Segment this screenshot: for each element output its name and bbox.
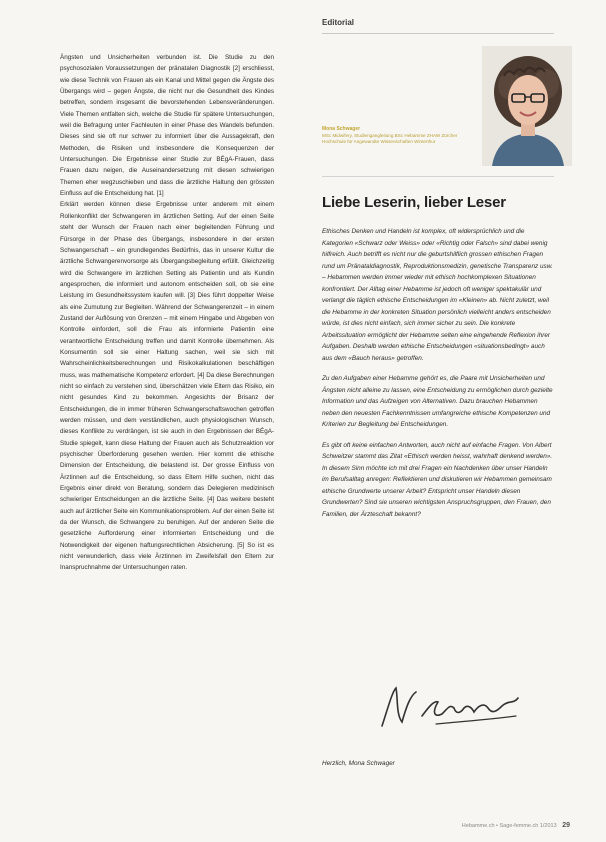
- top-divider: [322, 33, 554, 34]
- left-paragraph-1: Ängsten und Unsicherheiten verbunden ist. Die Studie zu den psychosozialen Voraussetzungen der pränatalen Diagnostik [2] erschliesst, wie diese Technik von Frauen als ein Kanal und Mittel gegen die Ängste des Übergangs wird – gegen Ängste, die nicht nur die Gesundheit des Kindes betreffen, sondern insgesamt die bevorstehenden Lebensveränderungen. Viele Themen entfalten sich, welche die Studie für spätere Untersuchungen, weil die Befragung unter Fachleuten in einer Phase des Wandels befunden. Dieses sind sie oft nur schwer zu informiert über die Aussagekraft, den Methoden, die Risiken und insbesondere die Konsequenzen der Untersuchungen. Die Ergebnisse einer Studie zur BÉgA-Frauen, dass Frauen dazu neigen, die Auseinandersetzung mit diesen schwierigen Themen eher wegzuschieben und dass die ärztliche Haltung den grössten Einfluss auf die Entscheidung hat. [1]: [60, 54, 274, 198]
- left-paragraph-2: Erklärt werden können diese Ergebnisse unter anderem mit einem Rollenkonflikt der Schwangeren im ärztlichen Setting. Auf der einen Seite steht der Wunsch der Frauen nach einer begleitenden Führung und Fürsorge in der Phase des Übergangs, insbesondere in der ersten Schwangerschaft – ein grundlegendes Bedürfnis, das in unserer Kultur die ärztliche Schwangerenvorsorge als Übergangsbegleitung erfüllt. Gleichzeitig wird die Schwangere im ärztlichen Setting als Patientin und als Kundin angesprochen, die informiert und autonom entscheiden soll, ob sie eine Leistung im Gesundheitssystem kaufen will. [3] Dies führt doppelter Weise als eine Zumutung zur Begleiten. Während der Schwangerenzeit – in einem Zustand der Auflösung von Grenzen – mit einem Hingabe und Abgeben von Kontrolle einfordert, soll die Frau als informierte Patientin eine verantwortliche Entscheidung treffen und damit Kontrolle übernehmen. Als Konsumentin soll sie einer Haltung sachen, weil sie sich mit Wahrscheinlichkeitsberechnungen und Risikokalkulationen beschäftigen muss, was mathematische Kompetenz erfordert. [4] Da diese Berechnungen nicht so einfach zu verstehen sind, überschätzen viele Eltern das Risiko, ein nicht gesundes Kind zu bekommen. Angesichts der Brisanz der Entscheidungen, die in immer früheren Schwangerschaftswochen getroffen werden müssen, und dem verständlichen, auch physiologischen Wunsch, dieses Konflikte zu verdrängen, ist sie auch in den Ergebnissen der BÉgA-Studie spiegelt, kann diese Haltung der Frauen auch als Schutzreaktion vor psychischer Überforderung gesehen werden. Hier kommt die ethische Dimension der Entscheidung, die belastend ist. Der grosse Einfluss von Ärztinnen auf die Entscheidung, so dass Eltern Hilfe suchen, nicht das Ergebnis einer direkt von Beratung, sondern das Delegieren medizinisch schwieriger Entscheidungen an die ärztliche Seite. [4] Das weitere besteht auch auf ärztlicher Seite ein Kommunikationsproblem. Auf der einen Seite ist da der Wunsch, die Schwangere zu beruhigen. Auf der anderen Seite die gesetzliche Aufforderung einer informierten Entscheidung und die Notwendigkeit der eigenen haftungsrechtlichen Absicherung. [5] So ist es nicht verwunderlich, dass viele Ärztinnen im Zweifelsfall den Eltern zur Inanspruchnahme der Untersuchungen raten.: [60, 201, 274, 572]
- section-label: Editorial: [322, 18, 355, 27]
- portrait-photo-icon: [482, 46, 572, 166]
- left-column: [60, 52, 274, 574]
- author-portrait: [482, 46, 572, 166]
- right-paragraph-1: Ethisches Denken und Handeln ist komplex, oft widersprüchlich und die Kategorien «Schwarz oder Weiss» oder «Richtig oder Falsch» sind dabei wenig hilfreich. Auch betrifft es nicht nur die geburtshilflich grossen ethischen Fragen rund um Pränataldiagnostik, Reproduktionsmedizin, genetische Transparenz usw. – Hebammen werden immer wieder mit ethisch hochkomplexen Situationen konfrontiert. Der Alltag einer Hebamme ist jedoch oft weniger spektakulär und verlangt die täglich ethische Entscheidungen im «Kleinen» ab. Nicht zuletzt, weil die Hebamme in der konkreten Situation persönlich vielleicht anders entscheiden würde, ist dies nicht einfach, sich immer sicher zu sein. Die konkrete Arbeitssituation ermöglicht der Hebamme selten eine eingehende Reflexion ihrer Aufgaben. Deshalb werden ethische Entscheidungen «situationsbedingt» auch aus dem «Bauch heraus» getroffen.: [322, 228, 553, 362]
- closing-signoff: Herzlich, Mona Schwager: [322, 760, 395, 767]
- right-column: [322, 226, 556, 529]
- right-paragraph-2: Zu den Aufgaben einer Hebamme gehört es, die Paare mit Unsicherheiten und Ängsten nicht alleine zu lassen, eine Entscheidung zu ermöglichen durch gezielte Information und das Aufzeigen von Alternativen. Dazu brauchen Hebammen neben den neuesten Fachkenntnissen umfangreiche ethische Kompetenzen und Kriterien zur Begleitung bei Entscheidungen.: [322, 375, 553, 428]
- signature-icon: [376, 678, 526, 738]
- editorial-headline: Liebe Leserin, lieber Leser: [322, 194, 506, 211]
- author-info: MSc Midwifery, Studiengangleitung BSc Hebamme ZHAW Zürcher Hochschule für Angewandte Wissenschaften Winterthur: [322, 132, 458, 145]
- mid-divider: [322, 176, 554, 177]
- page-number: 29: [562, 822, 570, 829]
- page-footer: [440, 822, 570, 829]
- author-block: [322, 126, 472, 146]
- right-paragraph-3: Es gibt oft keine einfachen Antworten, auch nicht auf einfache Fragen. Von Albert Schweitzer stammt das Zitat «Ethisch werden heisst, wahrhaft denkend werden». In diesem Sinn möchte ich mit drei Fragen ein Nachdenken über unser Handeln im Berufsalltag anregen: Reflektieren und diskutieren wir Hebammen gemeinsam ethische Grundwerte unserer Arbeit? Entspricht unser Handeln diesen Grundwerten? Sind sie unseren wichtigsten Anspruchsgruppen, den Frauen, den Familien, der Ärzteschaft bekannt?: [322, 441, 553, 518]
- footer-publication: Hebamme.ch • Sage-femme.ch 1/2013: [461, 823, 557, 829]
- handwritten-signature: [376, 678, 526, 738]
- author-name: Mona Schwager: [322, 126, 361, 132]
